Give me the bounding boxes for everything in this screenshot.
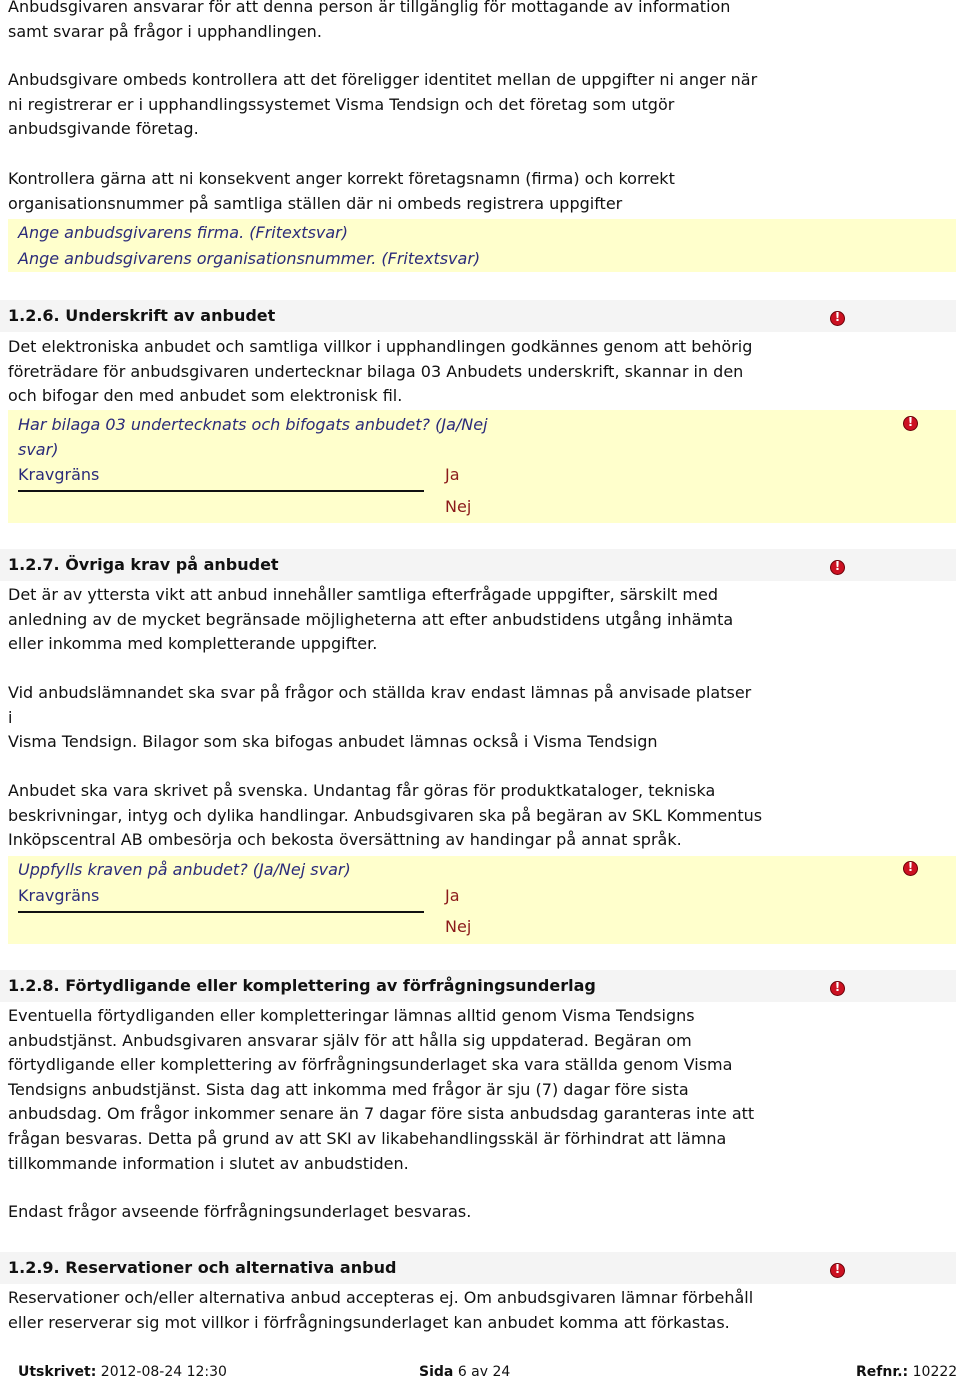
- answer-box-company: [8, 219, 956, 272]
- section-heading-1-2-8: 1.2.8. Förtydligande eller komplettering av förfrågningsunderlag !: [0, 970, 956, 1002]
- question-requirements: Uppfylls kraven på anbudet? (Ja/Nej svar): [18, 860, 351, 879]
- answer-no[interactable]: Nej: [445, 497, 472, 516]
- warning-icon: [830, 981, 845, 996]
- paragraph-questions-only: Endast frågor avseende förfrågningsunderlaget besvaras.: [8, 1202, 472, 1221]
- limit-label: Kravgräns: [18, 886, 100, 905]
- question-company-name[interactable]: Ange anbudsgivarens firma. (Fritextsvar): [18, 223, 348, 242]
- section-heading-1-2-6: 1.2.6. Underskrift av anbudet !: [0, 300, 956, 332]
- question-signature: Har bilaga 03 undertecknats och bifogats anbudet? (Ja/Nej svar): [18, 415, 488, 459]
- answer-box-requirements: [8, 856, 956, 944]
- warning-icon: [903, 861, 918, 876]
- paragraph-identity-check: Anbudsgivare ombeds kontrollera att det föreligger identitet mellan de uppgifter ni anger när ni registrerar er i upphandlingssystemet Visma Tendsign och det företag som utgör anbudsgivande företag.: [8, 70, 758, 139]
- question-org-number[interactable]: Ange anbudsgivarens organisationsnummer. (Fritextsvar): [18, 249, 481, 268]
- warning-icon: [830, 311, 845, 326]
- paragraph-reservations: Reservationer och/eller alternativa anbud accepteras ej. Om anbudsgivaren lämnar förbehåll eller reserverar sig mot villkor i förfrågningsunderlaget kan anbudet komma att förkastas.: [8, 1288, 754, 1332]
- page-footer: [0, 1364, 960, 1382]
- limit-line: [18, 490, 424, 492]
- paragraph-company-name: Kontrollera gärna att ni konsekvent anger korrekt företagsnamn (firma) och korrekt organisationsnummer på samtliga ställen där ni ombeds registrera uppgifter: [8, 169, 675, 213]
- section-heading-1-2-9: 1.2.9. Reservationer och alternativa anbud !: [0, 1252, 956, 1284]
- footer-printed: Utskrivet: 2012-08-24 12:30: [18, 1364, 227, 1380]
- warning-icon: [903, 416, 918, 431]
- limit-label: Kravgräns: [18, 465, 100, 484]
- footer-ref: Refnr.: 10222: [856, 1364, 958, 1380]
- paragraph-clarification: Eventuella förtydliganden eller kompletteringar lämnas alltid genom Visma Tendsigns anbudstjänst. Anbudsgivaren ansvarar själv för att hålla sig uppdaterad. Begäran om förtydligande eller komplettering av förfrågningsunderlaget ska vara ställda genom Visma Tendsigns anbudstjänst. Sista dag att inkomma med frågor är sju (7) dagar före sista anbudsdag. Om frågor inkommer senare än 7 dagar före sista anbudsdag garanteras inte att frågan besvaras. Detta på grund av att SKI av likabehandlingsskäl är förhindrat att lämna tillkommande information i slutet av anbudstiden.: [8, 1006, 755, 1173]
- warning-icon: [830, 1263, 845, 1278]
- paragraph-submission-places: Vid anbudslämnandet ska svar på frågor och ställda krav endast lämnas på anvisade platser i Visma Tendsign. Bilagor som ska bifogas anbudet lämnas också i Visma Tendsign: [8, 683, 752, 752]
- answer-yes[interactable]: Ja: [445, 886, 460, 905]
- limit-line: [18, 911, 424, 913]
- section-heading-1-2-7: 1.2.7. Övriga krav på anbudet !: [0, 549, 956, 581]
- paragraph-language: Anbudet ska vara skrivet på svenska. Undantag får göras för produktkataloger, tekniska beskrivningar, intyg och dylika handlingar. Anbudsgivaren ska på begäran av SKL Kommentus Inköpscentral AB ombesörja och bekosta översättning av handingar på annat språk.: [8, 781, 763, 850]
- paragraph-other-requirements: Det är av yttersta vikt att anbud innehåller samtliga efterfrågade uppgifter, särskilt med anledning av de mycket begränsade möjligheterna att efter anbudstidens utgång inhämta eller inkomma med kompletterande uppgifter.: [8, 585, 734, 654]
- answer-yes[interactable]: Ja: [445, 465, 460, 484]
- footer-page: Sida 6 av 24: [419, 1364, 511, 1380]
- answer-no[interactable]: Nej: [445, 917, 472, 936]
- answer-box-signature: [8, 410, 956, 523]
- warning-icon: [830, 560, 845, 575]
- paragraph-signature: Det elektroniska anbudet och samtliga villkor i upphandlingen godkännes genom att behörig företrädare för anbudsgivaren undertecknar bilaga 03 Anbudets underskrift, skannar in den och bifogar den med anbudet som elektronisk fil.: [8, 337, 753, 406]
- paragraph-contact-person: Anbudsgivaren ansvarar för att denna person är tillgänglig för mottagande av information samt svarar på frågor i upphandlingen.: [8, 0, 731, 41]
